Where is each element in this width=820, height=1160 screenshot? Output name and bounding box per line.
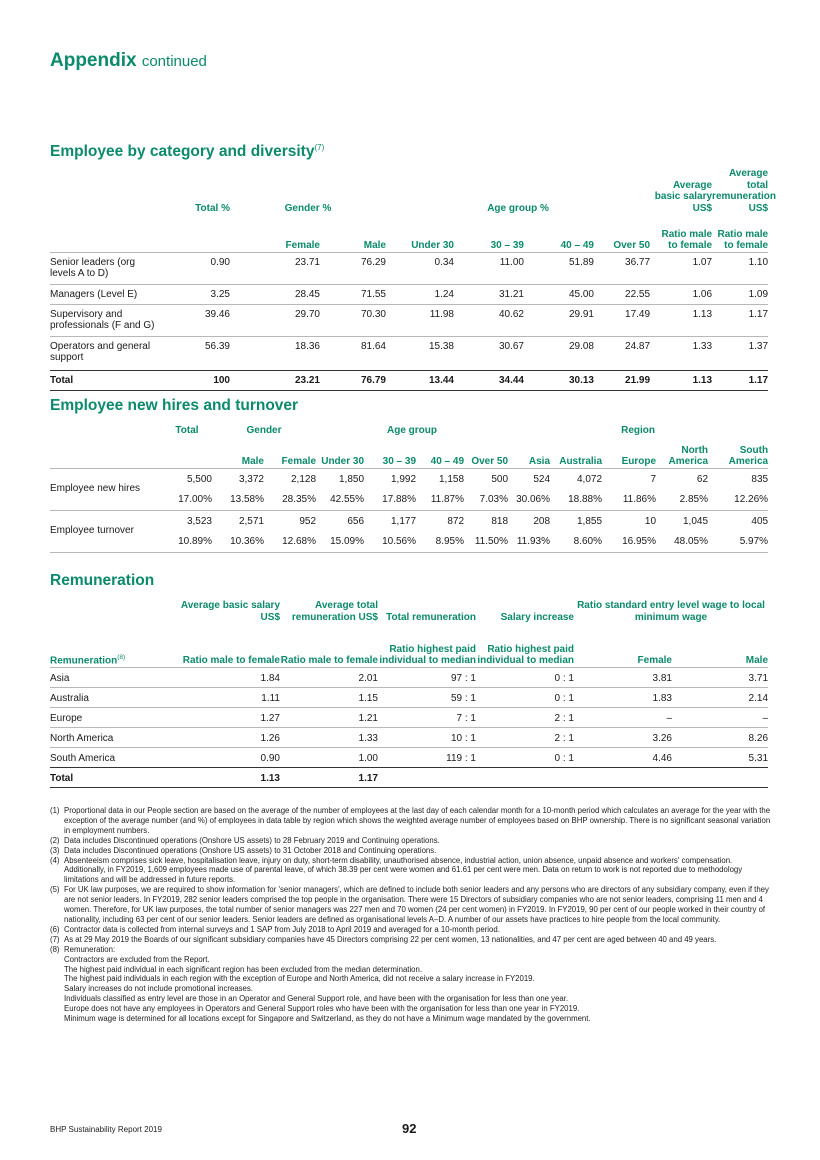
- table-cell: 76.29: [320, 252, 386, 284]
- footnote: [50, 925, 772, 935]
- table-cell: 0.90: [160, 747, 280, 767]
- category-col-over50: Over 50: [613, 240, 651, 251]
- table-cell: 405: [708, 510, 768, 532]
- footnote: [50, 846, 772, 856]
- table-cell: 29.91: [524, 304, 594, 336]
- table-cell: 22.55: [594, 284, 650, 304]
- table-cell: 7: [602, 468, 656, 490]
- page-title: [50, 50, 207, 72]
- table-cell: 18.36: [230, 336, 320, 370]
- category-col-40-49: 40 – 49: [560, 240, 594, 251]
- table-cell: 8.60%: [573, 536, 603, 547]
- table-cell: 1.27: [160, 707, 280, 727]
- table-cell: 30.13: [524, 370, 594, 390]
- table-cell: 17.00%: [178, 494, 212, 505]
- table-cell: 30.06%: [516, 494, 551, 505]
- table-cell: 13.58%: [230, 494, 264, 505]
- footnote-number: (7): [50, 934, 60, 944]
- table-cell: 30.67: [454, 336, 524, 370]
- hires-col-asia: Asia: [528, 456, 551, 467]
- row-label: South America: [50, 747, 160, 767]
- row-label: Senior leaders (org levels A to D): [50, 252, 162, 284]
- rem-col-ratio-highest-total: Ratio highest paid individual to median: [379, 643, 476, 666]
- table-cell: 23.21: [230, 370, 320, 390]
- footnote-sub-item: Individuals classified as entry level are those in an Operator and General Support role, and have been with the organisation for less than one year.: [64, 994, 569, 1004]
- table-cell: 1.00: [280, 747, 378, 767]
- category-section-title: [50, 143, 324, 161]
- footnote: [50, 836, 772, 846]
- table-cell: 1.37: [712, 336, 768, 370]
- table-cell: 10 : 1: [378, 727, 476, 747]
- table-cell: 2.14: [672, 687, 768, 707]
- table-cell: 2.85%: [679, 494, 709, 505]
- category-title-ref: (7): [314, 143, 325, 152]
- table-cell: 97 : 1: [378, 667, 476, 687]
- category-header-gender: Gender %: [284, 202, 332, 214]
- row-label: North America: [50, 727, 160, 747]
- table-cell: 656: [316, 510, 364, 532]
- table-cell: [672, 767, 768, 787]
- remuneration-table: [50, 597, 768, 788]
- table-cell: 1,992: [364, 468, 416, 490]
- category-header-avg-basic: Average basic salary US$: [654, 179, 713, 214]
- table-cell: 1,045: [656, 510, 708, 532]
- hires-col-over50: Over 50: [471, 456, 509, 467]
- table-cell: –: [672, 707, 768, 727]
- table-row: [50, 707, 768, 727]
- rem-col-ratio-total: Ratio male to female: [280, 655, 378, 666]
- table-cell: 1.10: [712, 252, 768, 284]
- table-cell: 3,523: [162, 510, 212, 532]
- category-col-under30: Under 30: [411, 240, 454, 251]
- table-cell: [378, 767, 476, 787]
- footnote-number: (1): [50, 806, 60, 815]
- table-cell: 1,177: [364, 510, 416, 532]
- table-cell: 34.44: [454, 370, 524, 390]
- rem-row-header: [50, 623, 160, 667]
- hires-col-female: Female: [281, 456, 317, 467]
- rem-header-total-rem: Total remuneration: [386, 611, 476, 623]
- table-cell: 15.09%: [330, 536, 365, 547]
- table-cell: 10.36%: [230, 536, 264, 547]
- table-cell: 1.26: [160, 727, 280, 747]
- table-row: [50, 687, 768, 707]
- hires-section-title: Employee new hires and turnover: [50, 397, 299, 414]
- table-cell: 7.03%: [479, 494, 509, 505]
- remuneration-group-header-row: [50, 597, 768, 623]
- table-cell: 21.99: [594, 370, 650, 390]
- row-label: Employee new hires: [50, 468, 162, 510]
- table-row: [50, 468, 768, 490]
- hires-col-south-america: South America: [728, 444, 769, 467]
- row-label: Australia: [50, 687, 160, 707]
- table-cell: 3.71: [672, 667, 768, 687]
- table-cell: 5.97%: [739, 536, 769, 547]
- table-cell: 39.46: [162, 304, 230, 336]
- table-cell: 40.62: [454, 304, 524, 336]
- rem-header-ratio-std: Ratio standard entry level wage to local minimum wage: [577, 600, 765, 623]
- table-cell: 15.38: [386, 336, 454, 370]
- footnote-sub-item: Minimum wage is determined for all locations except for Singapore and Switzerland, as they do not have a Minimum wage mandated by the government.: [64, 1014, 591, 1024]
- footnote-sub-item: Contractors are excluded from the Report.: [64, 954, 210, 964]
- row-label: Total: [50, 370, 162, 390]
- table-cell: 31.21: [454, 284, 524, 304]
- table-cell: 7 : 1: [378, 707, 476, 727]
- table-cell: 818: [464, 510, 508, 532]
- table-cell: 1.13: [650, 370, 712, 390]
- hires-header-region: Region: [621, 424, 655, 436]
- table-cell: 81.64: [320, 336, 386, 370]
- table-cell: 29.70: [230, 304, 320, 336]
- table-cell: 70.30: [320, 304, 386, 336]
- table-cell: 0.34: [386, 252, 454, 284]
- category-col-male: Male: [363, 240, 386, 251]
- footnote-number: (6): [50, 924, 60, 934]
- table-cell: 1.84: [160, 667, 280, 687]
- table-cell: 1.21: [280, 707, 378, 727]
- table-cell: 16.95%: [622, 536, 657, 547]
- table-cell: 10.89%: [178, 536, 212, 547]
- footer-report-name: BHP Sustainability Report 2019: [50, 1125, 162, 1134]
- hires-header-total: Total: [175, 424, 199, 436]
- table-cell: 11.50%: [474, 536, 509, 547]
- table-cell: 1.83: [574, 687, 672, 707]
- hires-column-header-row: [50, 436, 768, 468]
- footnote-text: Contractor data is collected from internal surveys and 1 SAP from July 2018 to April 2019 and averaged for a 10-month period.: [64, 924, 500, 934]
- table-cell: 0 : 1: [476, 747, 574, 767]
- table-cell: 1.09: [712, 284, 768, 304]
- table-row: [50, 510, 768, 532]
- rem-col-male: Male: [745, 655, 769, 666]
- table-cell: 2 : 1: [476, 707, 574, 727]
- row-label: Employee turnover: [50, 510, 162, 552]
- category-group-header-row: [50, 168, 768, 214]
- table-cell: 0.90: [162, 252, 230, 284]
- category-header-age: Age group %: [487, 202, 549, 214]
- table-cell: 1.13: [650, 304, 712, 336]
- table-cell: 12.68%: [282, 536, 317, 547]
- table-cell: 3.81: [574, 667, 672, 687]
- rem-header-avg-total: Average total remuneration US$: [291, 600, 378, 623]
- table-cell: 1.17: [712, 304, 768, 336]
- table-cell: 48.05%: [674, 536, 709, 547]
- row-label: Asia: [50, 667, 160, 687]
- table-cell: 28.45: [230, 284, 320, 304]
- table-cell: 8.26: [672, 727, 768, 747]
- rem-header-salary-increase: Salary increase: [500, 611, 574, 623]
- table-cell: 10: [602, 510, 656, 532]
- footnote-text: Proportional data in our People section are based on the average of the number of employees at the last day of each calendar month for a 10-month period which calculates an average for the year with the exception of the average number (and %) of employees in data table by region which shows the weighted average number of employees based on BHP ownership. There is no significant seasonal variation in employment numbers.: [64, 806, 771, 835]
- table-row: [50, 747, 768, 767]
- table-cell: 1.17: [712, 370, 768, 390]
- table-cell: 1.15: [280, 687, 378, 707]
- hires-col-30-39: 30 – 39: [382, 456, 417, 467]
- footnote-text: Data includes Discontinued operations (Onshore US assets) to 28 February 2019 and Continuing operations.: [64, 835, 440, 845]
- row-label: Operators and general support: [50, 336, 162, 370]
- footnote-text: For UK law purposes, we are required to show information for 'senior managers', which are defined to include both senior leaders and any persons who are directors of any subsidiary company, even if they are not senior leaders. In FY2019, 282 senior leaders comprised the top people in the organisation. There were 15 Directors of subsidiary companies who are not senior leaders, comprising 11 men and 4 women. Therefore, for UK law purposes, the total number of senior managers was 227 men and 70 women (24 per cent women) in FY2019. In FY2019, 90 per cent of our people worked in their country of nationality, including 63 per cent of our senior leaders. Senior leaders are defined as organisational levels A–D. A number of our assets have practices to hire people from the local community.: [64, 885, 769, 924]
- table-cell: 872: [416, 510, 464, 532]
- table-cell: 11.98: [386, 304, 454, 336]
- table-cell: 28.35%: [282, 494, 317, 505]
- table-cell: 42.55%: [330, 494, 365, 505]
- table-cell: 208: [508, 510, 550, 532]
- table-cell: 24.87: [594, 336, 650, 370]
- table-cell: 5,500: [162, 468, 212, 490]
- footnote-number: (5): [50, 885, 60, 895]
- hires-group-header-row: [50, 422, 768, 436]
- footnote-sub-item: Salary increases do not include promotional increases.: [64, 984, 253, 994]
- hires-col-male: Male: [241, 456, 264, 467]
- footnote-text: Data includes Discontinued operations (Onshore US assets) to 31 October 2018 and Continuing operations.: [64, 845, 437, 855]
- table-cell: 10.56%: [382, 536, 417, 547]
- footnote-number: (3): [50, 845, 60, 855]
- page-title-main: Appendix: [50, 50, 137, 71]
- table-cell: 1.33: [650, 336, 712, 370]
- category-header-avg-total: Average total remuneration US$: [712, 168, 776, 214]
- row-label: Supervisory and professionals (F and G): [50, 304, 162, 336]
- table-cell: 11.93%: [516, 536, 551, 547]
- footnote-text: As at 29 May 2019 the Boards of our significant subsidiary companies have 45 Directors comprising 22 per cent women, 13 nationalities, and 47 per cent are aged between 40 and 49 years.: [64, 934, 717, 944]
- footnote-text: Absenteeism comprises sick leave, hospitalisation leave, injury on duty, short-term disability, unauthorised absence, industrial action, union absence, unpaid absence and workers' compensation. Additionally, in FY2019, 1,609 employees made use of parental leave, of which 38.39 per cent were women and 61.61 per cent were men. Data on return to work is not reported due to methodology limitations and will be addressed in future reports.: [64, 855, 743, 885]
- footnote: [50, 856, 772, 886]
- footnote: [50, 885, 772, 925]
- footnote-number: (4): [50, 855, 60, 865]
- table-cell: 524: [508, 468, 550, 490]
- table-cell: [476, 767, 574, 787]
- table-cell: 0 : 1: [476, 687, 574, 707]
- rem-col-female: Female: [637, 655, 672, 666]
- table-cell: [574, 767, 672, 787]
- table-cell: 12.26%: [734, 494, 769, 505]
- category-col-female: Female: [285, 240, 320, 251]
- table-cell: 71.55: [320, 284, 386, 304]
- table-cell: –: [574, 707, 672, 727]
- table-cell: 1.06: [650, 284, 712, 304]
- table-cell: 4.46: [574, 747, 672, 767]
- remuneration-section-title: Remuneration: [50, 572, 155, 589]
- table-cell: 1.13: [160, 767, 280, 787]
- rem-col-ratio-basic: Ratio male to female: [182, 655, 280, 666]
- table-cell: 76.79: [320, 370, 386, 390]
- footnote: [50, 806, 772, 836]
- table-cell: 11.87%: [430, 494, 465, 505]
- hires-col-north-america: North America: [668, 444, 709, 467]
- category-col-30-39: 30 – 39: [490, 240, 524, 251]
- table-cell: 17.88%: [382, 494, 417, 505]
- row-label: Europe: [50, 707, 160, 727]
- category-col-ratio-basic: Ratio male to female: [661, 228, 713, 251]
- table-row: [50, 284, 768, 304]
- table-cell: 62: [656, 468, 708, 490]
- category-column-header-row: [50, 214, 768, 252]
- footnote-sub-item: Europe does not have any employees in Operators and General Support roles who have been with the organisation for less than one year in FY2019.: [64, 1004, 580, 1014]
- hires-col-40-49: 40 – 49: [430, 456, 465, 467]
- table-cell: 835: [708, 468, 768, 490]
- table-cell: 952: [264, 510, 316, 532]
- table-cell: 1,158: [416, 468, 464, 490]
- total-row: [50, 370, 768, 390]
- table-cell: 1.11: [160, 687, 280, 707]
- table-row: [50, 727, 768, 747]
- table-cell: 1.24: [386, 284, 454, 304]
- page-title-continued: continued: [141, 53, 207, 70]
- footnote-text: Remuneration:: [64, 944, 116, 954]
- table-cell: 1.33: [280, 727, 378, 747]
- table-row: [50, 336, 768, 370]
- total-row: [50, 767, 768, 787]
- category-col-ratio-total: Ratio male to female: [717, 228, 769, 251]
- table-cell: 500: [464, 468, 508, 490]
- footnote-sub-item: The highest paid individual in each significant region has been excluded from the median determination.: [64, 964, 423, 974]
- rem-col-ratio-highest-increase: Ratio highest paid individual to median: [477, 643, 574, 666]
- category-title-text: Employee by category and diversity: [50, 143, 315, 161]
- table-cell: 2.01: [280, 667, 378, 687]
- table-cell: 4,072: [550, 468, 602, 490]
- footnotes: [50, 806, 772, 1024]
- table-cell: 119 : 1: [378, 747, 476, 767]
- rem-row-header-ref: (8): [117, 653, 126, 661]
- table-cell: 1.17: [280, 767, 378, 787]
- hires-header-gender: Gender: [246, 424, 282, 436]
- table-cell: 36.77: [594, 252, 650, 284]
- table-cell: 59 : 1: [378, 687, 476, 707]
- table-cell: 13.44: [386, 370, 454, 390]
- category-table: [50, 168, 776, 391]
- hires-col-europe: Europe: [621, 456, 657, 467]
- footnote: [50, 935, 772, 945]
- page-number: 92: [402, 1121, 417, 1136]
- table-cell: 1,855: [550, 510, 602, 532]
- hires-table: [50, 422, 768, 553]
- footnote-number: (8): [50, 944, 60, 954]
- hires-header-age: Age group: [387, 424, 438, 436]
- table-cell: 3,372: [212, 468, 264, 490]
- hires-col-under30: Under 30: [321, 456, 365, 467]
- table-cell: 23.71: [230, 252, 320, 284]
- footnote: [50, 945, 772, 955]
- category-header-total: Total %: [195, 202, 230, 214]
- table-row: [50, 252, 768, 284]
- table-cell: 2 : 1: [476, 727, 574, 747]
- table-cell: 3.25: [162, 284, 230, 304]
- table-cell: 51.89: [524, 252, 594, 284]
- table-cell: 1,850: [316, 468, 364, 490]
- table-cell: 3.26: [574, 727, 672, 747]
- table-cell: 11.00: [454, 252, 524, 284]
- hires-col-australia: Australia: [559, 456, 603, 467]
- remuneration-column-header-row: [50, 623, 768, 667]
- table-cell: 8.95%: [435, 536, 465, 547]
- table-row: [50, 667, 768, 687]
- row-label: Managers (Level E): [50, 284, 162, 304]
- table-cell: 100: [162, 370, 230, 390]
- table-cell: 29.08: [524, 336, 594, 370]
- rem-row-header-text: Remuneration: [50, 655, 118, 666]
- footnote-sub-item: The highest paid individuals in each region with the exception of Europe and North America, did not receive a salary increase in FY2019.: [64, 974, 535, 984]
- table-cell: 2,571: [212, 510, 264, 532]
- table-row: [50, 304, 768, 336]
- row-label: Total: [50, 767, 160, 787]
- rem-header-avg-basic: Average basic salary US$: [180, 600, 280, 623]
- table-cell: 17.49: [594, 304, 650, 336]
- footnote-number: (2): [50, 835, 60, 845]
- table-cell: 45.00: [524, 284, 594, 304]
- table-cell: 0 : 1: [476, 667, 574, 687]
- table-cell: 11.86%: [622, 494, 657, 505]
- table-cell: 1.07: [650, 252, 712, 284]
- table-cell: 18.88%: [568, 494, 603, 505]
- table-cell: 56.39: [162, 336, 230, 370]
- table-cell: 5.31: [672, 747, 768, 767]
- table-cell: 2,128: [264, 468, 316, 490]
